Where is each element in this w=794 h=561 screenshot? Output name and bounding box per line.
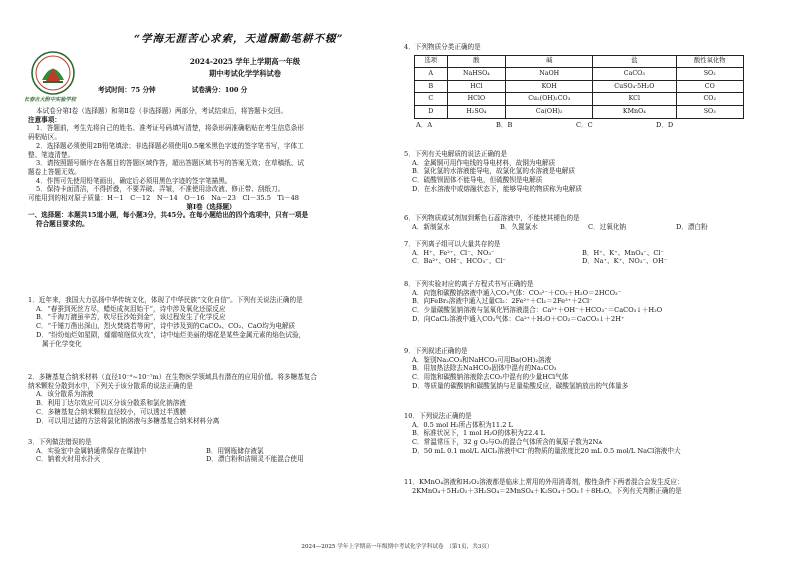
classification-table xyxy=(414,55,744,119)
table-cell: KCl xyxy=(593,93,676,106)
table-row xyxy=(415,80,744,93)
option-b: B．“千淘万漉虽辛苦，吹尽狂沙始到金”，该过程发生了化学反应 xyxy=(36,313,226,322)
question-stem: 4．下列物质分类正确的是 xyxy=(404,43,481,51)
question-7 xyxy=(404,240,770,266)
table-header: 碱 xyxy=(506,55,593,68)
option-c: C．过氧化钠 xyxy=(588,222,627,231)
table-cell: HCl xyxy=(447,80,506,93)
intro-text: 本试卷分第Ⅰ卷（选择题）和第Ⅱ卷（非选择题）两部分，考试结束后，将答题卡交回。 xyxy=(36,107,288,115)
question-stem: 11．KMnO₄溶液和H₂O₂溶液都是临床上常用的外用消毒剂，酸性条件下两者混合会发生反应： xyxy=(404,478,684,486)
table-header: 选项 xyxy=(415,55,448,68)
table-cell: SO₂ xyxy=(676,68,744,81)
question-stem: 7．下列离子组可以大量共存的是 xyxy=(404,240,501,248)
part1-instruction: 符合题目要求的。 xyxy=(36,220,89,229)
notice-line: 4．作图可先使用铅笔画出，确定后必须用黑色字迹的签字笔描黑。 xyxy=(36,176,232,185)
option-b: B．B xyxy=(496,120,513,129)
question-10 xyxy=(404,412,770,456)
question-stem: 纳米颗粒分散到水中，下列关于该分散系的说法正确的是 xyxy=(28,381,193,390)
option-b: B．氯化氢的水溶液能导电，故氯化氢的水溶液是电解质 xyxy=(412,167,576,176)
full-score: 试卷满分：100 分 xyxy=(191,86,248,94)
option-a: A．“春蚕到死丝方尽，蜡炬成灰泪始干”，诗中涉及氧化还原反应 xyxy=(36,304,226,313)
table-cell: H₂SO₄ xyxy=(447,106,506,119)
option-d: D．可以用过滤的方法将氯化钠溶液与多糖基复合纳米材料分离 xyxy=(36,416,220,425)
school-logo-icon xyxy=(30,50,76,96)
option-a: A．该分散系为溶液 xyxy=(36,390,94,399)
notice-line: 3．请按照题号顺序在各题目的答题区域作答，超出答题区域书写的答案无效；在草稿纸、试 xyxy=(36,159,304,168)
table-cell: SO₃ xyxy=(676,106,744,119)
question-stem: 3．下列做法错误的是 xyxy=(28,438,92,446)
school-name: 长春吉大附中实验学校 xyxy=(24,97,76,103)
exam-info xyxy=(98,86,281,95)
option-c: C．常温常压下，32 g O₂与O₃的混合气体所含的氧原子数为2Nᴀ xyxy=(412,438,603,447)
question-stem: 8．下列实验对应的离子方程式书写正确的是 xyxy=(404,280,534,288)
table-cell: Cu₂(OH)₂CO₃ xyxy=(506,93,593,106)
option-c: C．钠着火时用水扑灭 xyxy=(36,455,101,464)
notice-line: 1．答题前，考生先将自己的姓名、准考证号码填写清楚，将条形码准确粘贴在考生信息条形 xyxy=(36,124,304,133)
option-a: A．0.5 mol H₂所占体积为11.2 L xyxy=(412,420,513,429)
table-row xyxy=(415,106,744,119)
exam-title-line1: 2024-2025 学年上学期高一年级 xyxy=(189,57,301,66)
table-row xyxy=(415,93,744,106)
notice-line: 码粘贴区。 xyxy=(28,133,61,142)
option-d: D．50 mL 0.1 mol/L AlCl₃溶液中Cl⁻的物质的量浓度比20 mL 0.5 mol/L NaCl溶液中大 xyxy=(412,446,681,455)
question-2 xyxy=(28,373,394,425)
notice-line: 题卷上答题无效。 xyxy=(28,167,81,176)
question-1 xyxy=(28,296,394,348)
question-stem: 1．近年来，我国大力弘扬中华传统文化，体现了中华民族“文化自信”。下列有关说法正确的是 xyxy=(28,296,303,304)
option-d: D．漂白粉和洁厕灵不能混合使用 xyxy=(206,455,304,464)
table-header-row xyxy=(415,55,744,68)
option-d: D．漂白粉 xyxy=(676,222,708,231)
table-cell: KMnO₄ xyxy=(593,106,676,119)
option-d: D．D xyxy=(656,120,674,129)
table-cell: Ca(OH)₂ xyxy=(506,106,593,119)
table-header: 酸 xyxy=(447,55,506,68)
table-cell: HClO xyxy=(447,93,506,106)
option-c: C．“千锤万凿出深山，烈火焚烧若等闲”，诗中涉及到的CaCO₃、CO₂、CaO均为电解质 xyxy=(36,322,296,331)
question-4 xyxy=(404,43,770,129)
question-stem: 10．下列说法正确的是 xyxy=(404,412,472,420)
reaction-equation: 2KMnO₄＋5H₂O₂＋3H₂SO₄＝2MnSO₄＋K₂SO₄＋5O₂↑＋8H₂O。下列有关判断正确的是 xyxy=(412,486,682,495)
option-c: C．用饱和碳酸钠溶液除去CO₂中混有的少量HCl气体 xyxy=(412,373,569,382)
question-stem: 2．多糖基复合纳米材料（直径10⁻⁹~10⁻⁷m）在生物医学领域具有潜在的应用价值。将多糖基复合 xyxy=(28,373,317,381)
table-header: 盐 xyxy=(593,55,676,68)
table-cell: NaOH xyxy=(506,68,593,81)
question-stem: 6．下列物质或试剂加到紫色石蕊溶液中，不能使其褪色的是 xyxy=(404,214,580,222)
table-cell: A xyxy=(415,68,448,81)
question-11 xyxy=(404,478,770,495)
table-cell: KOH xyxy=(506,80,593,93)
option-b: B．标准状况下，1 mol H₂O的体积为22.4 L xyxy=(412,429,546,438)
notice-line: 整、笔迹清楚。 xyxy=(28,150,75,159)
option-d: D．在水溶液中或熔融状态下，能够导电的物质称为电解质 xyxy=(412,184,583,193)
notice-line: 2．选择题必须使用2B铅笔填涂；非选择题必须使用0.5毫米黑色字迹的签字笔书写，字体工 xyxy=(36,141,304,150)
question-8 xyxy=(404,280,770,324)
option-b: B．用钢瓶储存液氯 xyxy=(206,446,264,455)
option-b: B．H⁺、K⁺、MnO₄⁻、Cl⁻ xyxy=(582,248,665,257)
table-cell: NaHSO₄ xyxy=(447,68,506,81)
option-b: B．向FeBr₂溶液中通入过量Cl₂：2Fe²⁺＋Cl₂＝2Fe³⁺＋2Cl⁻ xyxy=(412,297,593,306)
table-cell: D xyxy=(415,106,448,119)
table-cell: CuSO₄·5H₂O xyxy=(593,80,676,93)
option-b: B．用加热法除去NaHCO₃固体中混有的Na₂CO₃ xyxy=(412,364,557,373)
option-b: B．久置氯水 xyxy=(500,222,538,231)
option-d: D．向CaCl₂溶液中通入CO₂气体：Ca²⁺＋H₂O＋CO₂＝CaCO₃↓＋2H⁺ xyxy=(412,314,625,323)
page-footer: 2024—2025 学年上学期高一年级期中考试化学学科试卷 （第1页，共3页） xyxy=(301,544,493,550)
question-6 xyxy=(404,214,770,231)
exam-time: 考试时间：75 分钟 xyxy=(98,86,156,94)
table-row xyxy=(415,68,744,81)
option-c: C．少量碳酸氢钠溶液与氢氧化钙溶液混合：Ca²⁺＋OH⁻＋HCO₃⁻＝CaCO₃↓＋H₂O xyxy=(412,306,663,315)
question-3 xyxy=(28,438,394,464)
option-c: C．硫酸钡固体不能导电，但硫酸钡是电解质 xyxy=(412,176,543,185)
exam-title-line2: 期中考试化学学科试卷 xyxy=(209,69,281,78)
motto-banner: “学海无涯苦心求索，天道酬勤笔耕不辍” xyxy=(134,33,344,45)
section1-title: 第Ⅰ卷（选择题） xyxy=(186,202,236,211)
option-a: A．A xyxy=(416,120,433,129)
table-cell: CaCO₃ xyxy=(593,68,676,81)
question-stem: 9．下列叙述正确的是 xyxy=(404,347,468,355)
option-b: B．利用丁达尔效应可以区分该分散系和氯化钠溶液 xyxy=(36,399,186,408)
option-d: D．“纷纷灿烂如星陨，㸌㸌喧豗似火攻”，诗中灿烂美丽的烟花是某些金属元素的焰色试验， xyxy=(36,330,306,339)
part1-instruction: 一、选择题：本题共15道小题，每小题3分，共45分。在每小题给出的四个选项中，只有一项是 xyxy=(28,211,309,220)
option-a: A．H⁺、Fe²⁺、Cl⁻、NO₃⁻ xyxy=(412,248,495,257)
instructions xyxy=(28,107,394,229)
notice-line: 5．保持卡面清洁，不得折叠，不要弄破、弄皱，不准使用涂改液、修正带、刮纸刀。 xyxy=(36,185,285,194)
option-a: A．鉴别Na₂CO₃和NaHCO₃可用Ba(OH)₂溶液 xyxy=(412,355,552,364)
option-c: C．C xyxy=(576,120,593,129)
option-d: D．Na⁺、K⁺、NO₃⁻、OH⁻ xyxy=(582,257,668,266)
table-cell: CO₂ xyxy=(676,93,744,106)
option-a: A．向饱和碳酸钠溶液中通入CO₂气体：CO₃²⁻＋CO₂＋H₂O＝2HCO₃⁻ xyxy=(412,288,622,297)
atomic-masses: 可能用到的相对原子质量：H－1 C－12 N－14 O－16 Na－23 Cl－35.5 Ti－48 xyxy=(28,194,300,203)
table-cell: B xyxy=(415,80,448,93)
question-9 xyxy=(404,347,770,391)
option-a: A．金属铜可用作电线的导电材料，故铜为电解质 xyxy=(412,158,556,167)
option-a: A．新制氯水 xyxy=(412,222,450,231)
option-a: A．实验室中金属钠通常保存在煤油中 xyxy=(36,446,147,455)
option-d-cont: 属于化学变化 xyxy=(42,339,82,348)
option-c: C．Ba²⁺、OH⁻、HCO₃⁻、Cl⁻ xyxy=(412,257,506,266)
notice-title: 注意事项： xyxy=(28,115,61,124)
option-d: D．等质量的碳酸钠和碳酸氢钠与足量盐酸反应，碳酸氢钠放出的气体量多 xyxy=(412,381,629,390)
table-cell: C xyxy=(415,93,448,106)
option-c: C．多糖基复合纳米颗粒直径较小，可以透过半透膜 xyxy=(36,407,187,416)
question-5 xyxy=(404,150,770,194)
table-header: 酸性氧化物 xyxy=(676,55,744,68)
question-stem: 5．下列有关电解质的说法正确的是 xyxy=(404,150,508,158)
table-cell: CO xyxy=(676,80,744,93)
